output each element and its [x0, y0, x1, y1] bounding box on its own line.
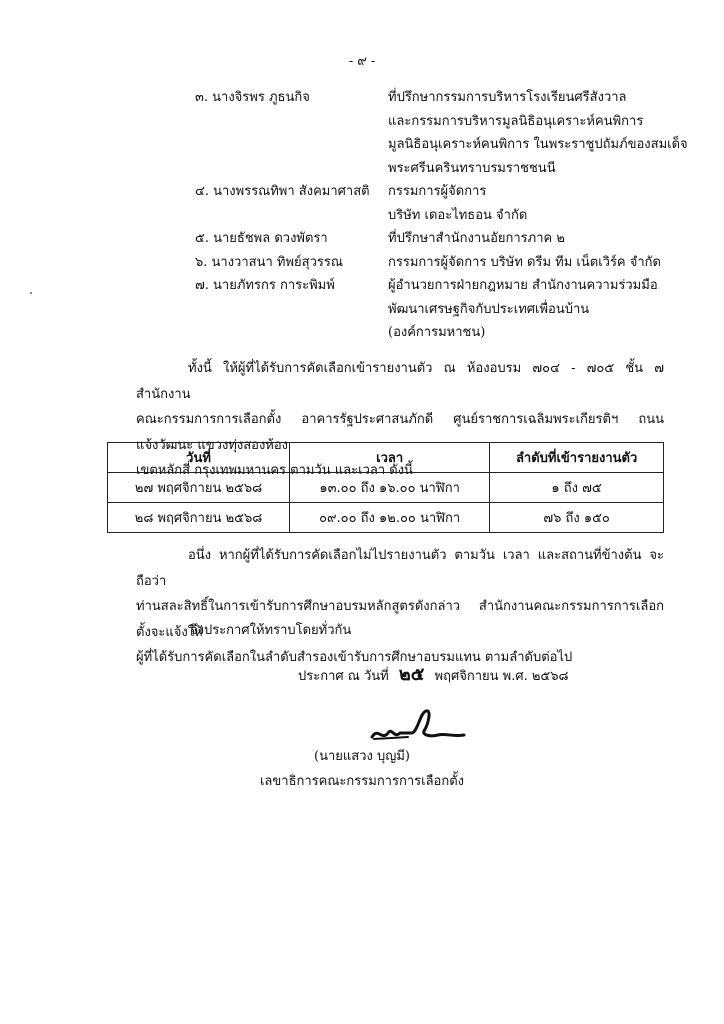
paragraph-line: เขตหลักสี่ กรุงเทพมหานคร ตามวัน และเวลา ดังนี้ [136, 463, 413, 478]
member-position-line: ที่ปรึกษากรรมการบริหารโรงเรียนศรีสังวาล [388, 90, 627, 105]
committee-list [195, 86, 695, 345]
member-position-line: (องค์การมหาชน) [388, 325, 486, 340]
announcement-notice: จึงประกาศให้ทราบโดยทั่วกัน [190, 623, 352, 638]
committee-member [195, 227, 695, 251]
column-header-time: เวลา [290, 443, 490, 473]
column-header-date: วันที่ [108, 443, 290, 473]
member-position-line: กรรมการผู้จัดการ [388, 184, 487, 199]
paragraph-line: อนึ่ง หากผู้ที่ได้รับการคัดเลือกไม่ไปรายงานตัว ตามวัน เวลา และสถานที่ข้างต้น จะถือว่า [136, 548, 664, 589]
scan-speck [30, 292, 32, 294]
date-day-handwritten: ๒๕ [398, 664, 425, 685]
signer-name: (นายแสวง บุญมี) [314, 749, 410, 764]
table-cell-time: ๐๙.๐๐ ถึง ๑๒.๐๐ นาฬิกา [290, 503, 490, 533]
member-position-line: และกรรมการบริหารมูลนิธิอนุเคราะห์คนพิการ [388, 113, 644, 129]
member-position-line: กรรมการผู้จัดการ บริษัท ดรีม ทีม เน็ตเวิร์ค จำกัด [388, 254, 661, 270]
column-header-order: ลำดับที่เข้ารายงานตัว [490, 443, 664, 473]
member-position [388, 274, 695, 345]
paragraph-line: ท่านสละสิทธิ์ในการเข้ารับการศึกษาอบรมหลักสูตรดังกล่าว สำนักงานคณะกรรมการการเลือกตั้งจะแจ้งให้ [136, 599, 664, 640]
committee-member [195, 251, 695, 275]
paragraph-line: ทั้งนี้ ให้ผู้ที่ได้รับการคัดเลือกเข้ารายงานตัว ณ ห้องอบรม ๗๐๔ - ๗๐๕ ชั้น ๗ สำนักงาน [136, 361, 664, 402]
forfeit-notice-paragraph [136, 543, 664, 671]
member-position-line: มูลนิธิอนุเคราะห์คนพิการ ในพระราชูปถัมภ์ของสมเด็จ [388, 137, 688, 152]
member-name: ๓. นางจิรพร ภูธนกิจ [195, 90, 310, 105]
committee-member [195, 274, 695, 345]
table-cell-order: ๑ ถึง ๗๕ [490, 473, 664, 503]
table-row [108, 473, 664, 503]
signature-mark [368, 705, 468, 747]
date-prefix: ประกาศ ณ วันที่ [298, 669, 389, 684]
member-position-line: พระศรีนครินทราบรมราชชนนี [388, 160, 556, 176]
member-name: ๔. นางพรรณทิพา สังคมาศาสติ [195, 184, 370, 199]
page-number: - ๙ - [348, 54, 376, 69]
table-cell-date: ๒๘ พฤศจิกายน ๒๕๖๘ [108, 503, 290, 533]
committee-member [195, 86, 695, 180]
table-cell-date: ๒๗ พฤศจิกายน ๒๕๖๘ [108, 473, 290, 503]
schedule-table [107, 442, 664, 533]
member-name: ๕. นายธัชพล ดวงพัตรา [195, 231, 328, 246]
committee-member [195, 180, 695, 227]
table-cell-order: ๗๖ ถึง ๑๕๐ [490, 503, 664, 533]
paragraph-line: คณะกรรมการการเลือกตั้ง อาคารรัฐประศาสนภักดี ศูนย์ราชการเฉลิมพระเกียรติฯ ถนนแจ้งวัฒนะ แขวงทุ่งสองห้อง [136, 412, 664, 453]
member-name: ๗. นายภัทรกร การะพิมพ์ [195, 278, 335, 293]
member-position-line: ที่ปรึกษาสำนักงานอัยการภาค ๒ [388, 231, 565, 246]
member-position-line: พัฒนาเศรษฐกิจกับประเทศเพื่อนบ้าน [388, 301, 590, 317]
announcement-date [298, 659, 569, 688]
signer-title: เลขาธิการคณะกรรมการการเลือกตั้ง [259, 774, 464, 789]
member-position [388, 227, 695, 251]
member-position-line: ผู้อำนวยการฝ่ายกฎหมาย สำนักงานความร่วมมือ [388, 278, 658, 293]
paragraph-line: ผู้ที่ได้รับการคัดเลือกในลำดับสำรองเข้ารับการศึกษาอบรมแทน ตามลำดับต่อไป [136, 650, 573, 665]
member-position-line: บริษัท เดอะไทธอน จำกัด [388, 207, 528, 223]
member-position [388, 251, 695, 275]
date-suffix: พฤศจิกายน พ.ศ. ๒๕๖๘ [434, 669, 569, 684]
member-position [388, 180, 695, 227]
table-cell-time: ๑๓.๐๐ ถึง ๑๖.๐๐ นาฬิกา [290, 473, 490, 503]
member-name: ๖. นางวาสนา ทิพย์สุวรรณ [195, 254, 343, 270]
table-header-row [108, 443, 664, 473]
member-position [388, 86, 695, 180]
table-row [108, 503, 664, 533]
